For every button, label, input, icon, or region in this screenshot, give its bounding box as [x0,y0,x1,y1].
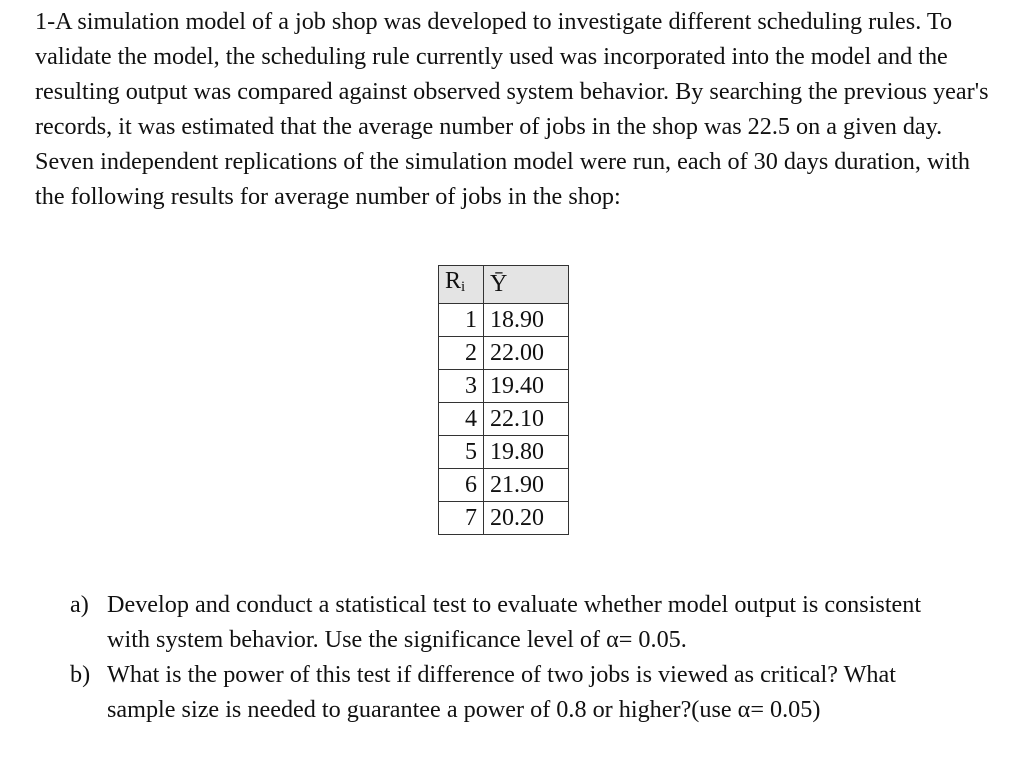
replication-results-table [438,265,569,535]
replication-number: 2 [439,337,484,370]
replication-number: 7 [439,502,484,535]
question-list [70,587,970,727]
header-replication-subscript: i [461,279,466,295]
replication-number: 4 [439,403,484,436]
replication-value: 22.10 [484,403,569,436]
header-replication-main: R [445,268,462,294]
question-marker: b) [70,661,91,688]
replication-value: 21.90 [484,469,569,502]
replication-results-table-wrapper [438,265,569,535]
table-row [439,403,569,436]
replication-value: 22.00 [484,337,569,370]
replication-number: 1 [439,304,484,337]
replication-number: 3 [439,370,484,403]
question-a [70,587,970,657]
replication-value: 19.80 [484,436,569,469]
question-text: What is the power of this test if difference of two jobs is viewed as critical? What sample size is needed to guarantee a power of 0.8 or higher?(use α= 0.05) [107,661,896,723]
table-row [439,436,569,469]
table-row [439,502,569,535]
table-row [439,370,569,403]
table-row [439,304,569,337]
problem-statement: 1-A simulation model of a job shop was developed to investigate different scheduling rules. To validate the model, the scheduling rule currently used was incorporated into the model and the resulting output was compared against observed system behavior. By searching the previous year's records, it was estimated that the average number of jobs in the shop was 22.5 on a given day. Seven independent replications of the simulation model were run, each of 30 days duration, with the following results for average number of jobs in the shop: [35,8,989,210]
replication-number: 5 [439,436,484,469]
replication-number: 6 [439,469,484,502]
header-mean-output: Ȳ [484,266,569,304]
question-marker: a) [70,591,89,618]
question-b [70,657,970,727]
table-header-row [439,266,569,304]
replication-value: 19.40 [484,370,569,403]
table-row [439,469,569,502]
replication-value: 18.90 [484,304,569,337]
header-replication [439,266,484,304]
replication-value: 20.20 [484,502,569,535]
question-text: Develop and conduct a statistical test to evaluate whether model output is consistent with system behavior. Use the significance level of α= 0.05. [107,591,922,653]
table-row [439,337,569,370]
